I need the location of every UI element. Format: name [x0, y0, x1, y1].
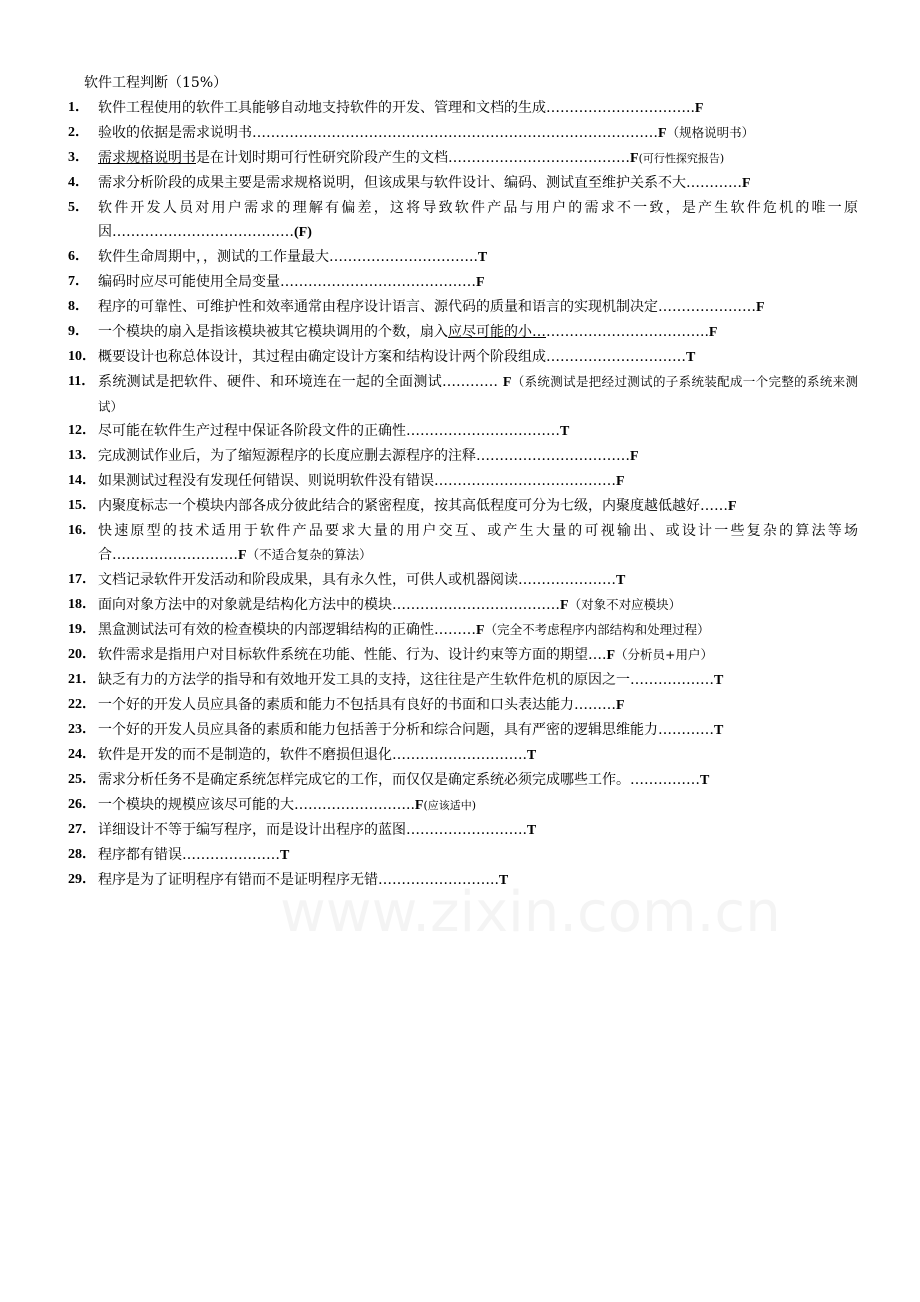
- question-item: [68, 718, 858, 743]
- answer-mark: F: [756, 300, 765, 315]
- question-item: [68, 171, 858, 196]
- question-number: 8．: [68, 299, 89, 314]
- question-text: [98, 818, 858, 843]
- question-item: [68, 121, 858, 146]
- question-body: 一个模块的规模应该尽可能的大……………………..: [98, 797, 415, 813]
- question-number: 26．: [68, 797, 96, 812]
- question-text-lead: 一个模块的扇入是指该模块被其它模块调用的个数，扇入: [98, 324, 448, 340]
- answer-mark: F: [658, 126, 667, 141]
- question-number: 20．: [68, 647, 96, 662]
- question-item: [68, 494, 858, 519]
- question-number: 4．: [68, 175, 89, 190]
- question-text: [98, 419, 858, 444]
- question-number: 15．: [68, 498, 96, 513]
- question-number: 19．: [68, 622, 96, 637]
- question-text: [98, 843, 858, 868]
- answer-mark: F: [238, 548, 247, 563]
- question-item: [68, 519, 858, 568]
- question-item: [68, 245, 858, 270]
- answer-mark: T: [477, 250, 488, 265]
- question-number: 14．: [68, 473, 96, 488]
- answer-mark: F: [742, 176, 751, 191]
- question-text: [98, 793, 858, 818]
- answer-mark: T: [700, 773, 710, 788]
- question-text: [98, 743, 858, 768]
- answer-mark: F: [606, 648, 616, 663]
- question-text: [98, 768, 858, 793]
- question-item: [68, 818, 858, 843]
- question-text: [98, 868, 858, 893]
- question-number: 6．: [68, 249, 89, 264]
- question-body: 尽可能在软件生产过程中保证各阶段文件的正确性……………………………: [98, 423, 560, 439]
- question-body: 面向对象方法中的对象就是结构化方法中的模块………………………………: [98, 597, 560, 613]
- question-body: 如果测试过程没有发现任何错误、则说明软件没有错误…………………………………: [98, 473, 616, 489]
- question-body: 黑盒测试法可有效的检查模块的内部逻辑结构的正确性………: [98, 622, 476, 638]
- question-number: 16．: [68, 523, 96, 538]
- question-item: [68, 868, 858, 893]
- question-item: [68, 593, 858, 618]
- question-number: 10．: [68, 349, 96, 364]
- answer-mark: F: [414, 798, 424, 813]
- question-item: [68, 146, 858, 171]
- answer-note: (应该适中): [423, 799, 477, 812]
- question-body: 编码时应尽可能使用全局变量……………………………………: [98, 274, 476, 290]
- answer-mark: T: [714, 673, 724, 688]
- question-text: [98, 370, 858, 419]
- question-body: 程序的可靠性、可维护性和效率通常由程序设计语言、源代码的质量和语言的实现机制决定…………………: [98, 299, 756, 315]
- question-number: 11．: [68, 374, 96, 389]
- question-text: [98, 469, 858, 494]
- question-text: [98, 444, 858, 469]
- question-text: [98, 96, 858, 121]
- question-text: [98, 295, 858, 320]
- question-body: 需求分析阶段的成果主要是需求规格说明，但该成果与软件设计、编码、测试直至维护关系不大…………: [98, 175, 742, 191]
- question-text: [98, 718, 858, 743]
- answer-note: （完全不考虑程序内部结构和处理过程）: [484, 622, 710, 637]
- answer-note: （对象不对应模块）: [568, 597, 682, 612]
- section-title: 软件工程判断（15%）: [84, 75, 228, 91]
- question-number: 24．: [68, 747, 96, 762]
- underlined-phrase: 需求规格说明书: [98, 150, 196, 166]
- question-number: 1．: [68, 100, 89, 115]
- question-number: 27．: [68, 822, 96, 837]
- answer-mark: F: [630, 449, 639, 464]
- question-item: [68, 444, 858, 469]
- question-text: [98, 270, 858, 295]
- question-item: [68, 768, 858, 793]
- answer-mark: T: [560, 424, 570, 439]
- question-item: [68, 643, 858, 668]
- question-number: 18．: [68, 597, 96, 612]
- answer-mark: F: [630, 151, 639, 166]
- question-text: [98, 245, 858, 270]
- question-number: 7．: [68, 274, 89, 289]
- question-number: 29．: [68, 872, 96, 887]
- question-body: 软件开发人员对用户需求的理解有偏差，这将导致软件产品与用户的需求不一致，是产生软件危机的唯一原因…………………………………: [98, 200, 858, 240]
- question-body: 是在计划时期可行性研究阶段产生的文档…………………………………: [196, 150, 630, 166]
- question-text: [98, 668, 858, 693]
- answer-note: （分析员+用户）: [615, 647, 713, 662]
- question-body: 一个好的开发人员应具备的素质和能力不包括具有良好的书面和口头表达能力………: [98, 697, 616, 713]
- question-body: 一个好的开发人员应具备的素质和能力包括善于分析和综合问题，具有严密的逻辑思维能力…………: [98, 722, 714, 738]
- question-body: 内聚度标志一个模块内部各成分彼此结合的紧密程度，按其高低程度可分为七级，内聚度越低越好……: [98, 498, 728, 514]
- question-text: [98, 320, 858, 345]
- answer-mark: F: [476, 623, 485, 638]
- answer-mark: T: [280, 848, 290, 863]
- question-number: 12．: [68, 423, 96, 438]
- question-item: [68, 345, 858, 370]
- question-number: 21．: [68, 672, 96, 687]
- answer-mark: F: [502, 375, 512, 390]
- answer-note: （规格说明书）: [666, 125, 755, 140]
- question-item: [68, 320, 858, 345]
- question-item: [68, 295, 858, 320]
- question-text: [98, 196, 858, 245]
- question-number: 25．: [68, 772, 96, 787]
- question-body: 系统测试是把软件、硬件、和环境连在一起的全面测试…………: [98, 374, 503, 390]
- question-body: ……………………………..: [546, 324, 709, 340]
- question-body: 软件工程使用的软件工具能够自动地支持软件的开发、管理和文档的生成…………………………..: [98, 100, 695, 116]
- question-number: 13．: [68, 448, 96, 463]
- question-item: [68, 568, 858, 593]
- question-body: 概要设计也称总体设计，其过程由确定设计方案和结构设计两个阶段组成…………………………: [98, 349, 686, 365]
- question-text: [98, 146, 858, 171]
- question-text: [98, 519, 858, 568]
- question-item: [68, 419, 858, 444]
- question-item: [68, 843, 858, 868]
- question-body: 软件生命周期中，，测试的工作量最大…………………………..: [98, 249, 478, 265]
- answer-mark: T: [686, 350, 696, 365]
- answer-mark: T: [616, 573, 626, 588]
- question-number: 5．: [68, 200, 89, 215]
- question-body: 程序是为了证明程序有错而不是证明程序无错……………………..: [98, 872, 499, 888]
- question-item: [68, 793, 858, 818]
- question-text: [98, 568, 858, 593]
- question-number: 17．: [68, 572, 96, 587]
- question-body: 程序都有错误…………………: [98, 847, 280, 863]
- question-item: [68, 693, 858, 718]
- question-item: [68, 469, 858, 494]
- question-text: [98, 618, 858, 643]
- answer-mark: F: [694, 101, 704, 116]
- answer-mark: T: [526, 823, 537, 838]
- answer-mark: T: [714, 723, 724, 738]
- question-list: [68, 96, 858, 893]
- question-item: [68, 668, 858, 693]
- question-text: [98, 643, 858, 668]
- question-body: 验收的依据是需求说明书……………………………………………………………………………: [98, 125, 658, 141]
- answer-mark: F: [708, 325, 718, 340]
- answer-mark: F: [616, 698, 625, 713]
- question-item: [68, 370, 858, 419]
- question-body: 软件是开发的而不是制造的，软件不磨损但退化………………………..: [98, 747, 527, 763]
- question-item: [68, 196, 858, 245]
- question-body: 文档记录软件开发活动和阶段成果，具有永久性，可供人或机器阅读…………………: [98, 572, 616, 588]
- question-number: 2．: [68, 125, 89, 140]
- answer-mark: F: [476, 275, 485, 290]
- answer-mark: T: [498, 873, 509, 888]
- question-item: [68, 270, 858, 295]
- answer-mark: (F): [294, 225, 312, 240]
- answer-mark: T: [526, 748, 537, 763]
- question-text: [98, 171, 858, 196]
- question-number: 28．: [68, 847, 96, 862]
- question-text: [98, 121, 858, 146]
- answer-note: （系统测试是把经过测试的子系统装配成一个完整的系统来测试）: [98, 374, 858, 414]
- question-body: 快速原型的技术适用于软件产品要求大量的用户交互、或产生大量的可视输出、或设计一些复杂的算法等场合………………………: [98, 523, 858, 563]
- question-number: 9．: [68, 324, 89, 339]
- question-body: 软件需求是指用户对目标软件系统在功能、性能、行为、设计约束等方面的期望….: [98, 647, 607, 663]
- question-text: [98, 494, 858, 519]
- question-item: [68, 743, 858, 768]
- question-item: [68, 618, 858, 643]
- answer-note: (可行性探究报告): [638, 152, 725, 165]
- answer-mark: F: [560, 598, 569, 613]
- question-body: 缺乏有力的方法学的指导和有效地开发工具的支持，这往往是产生软件危机的原因之一………………: [98, 672, 714, 688]
- underlined-phrase: 应尽可能的小…: [448, 324, 546, 340]
- question-number: 22．: [68, 697, 96, 712]
- answer-note: （不适合复杂的算法）: [246, 547, 372, 562]
- answer-mark: F: [616, 474, 625, 489]
- question-body: 需求分析任务不是确定系统怎样完成它的工作，而仅仅是确定系统必须完成哪些工作。……………: [98, 772, 700, 788]
- question-text: [98, 693, 858, 718]
- answer-mark: F: [728, 499, 737, 514]
- question-text: [98, 345, 858, 370]
- question-body: 完成测试作业后，为了缩短源程序的长度应删去源程序的注释……………………………: [98, 448, 630, 464]
- question-body: 详细设计不等于编写程序，而是设计出程序的蓝图……………………..: [98, 822, 527, 838]
- question-item: [68, 96, 858, 121]
- question-text: [98, 593, 858, 618]
- question-number: 3．: [68, 150, 89, 165]
- question-number: 23．: [68, 722, 96, 737]
